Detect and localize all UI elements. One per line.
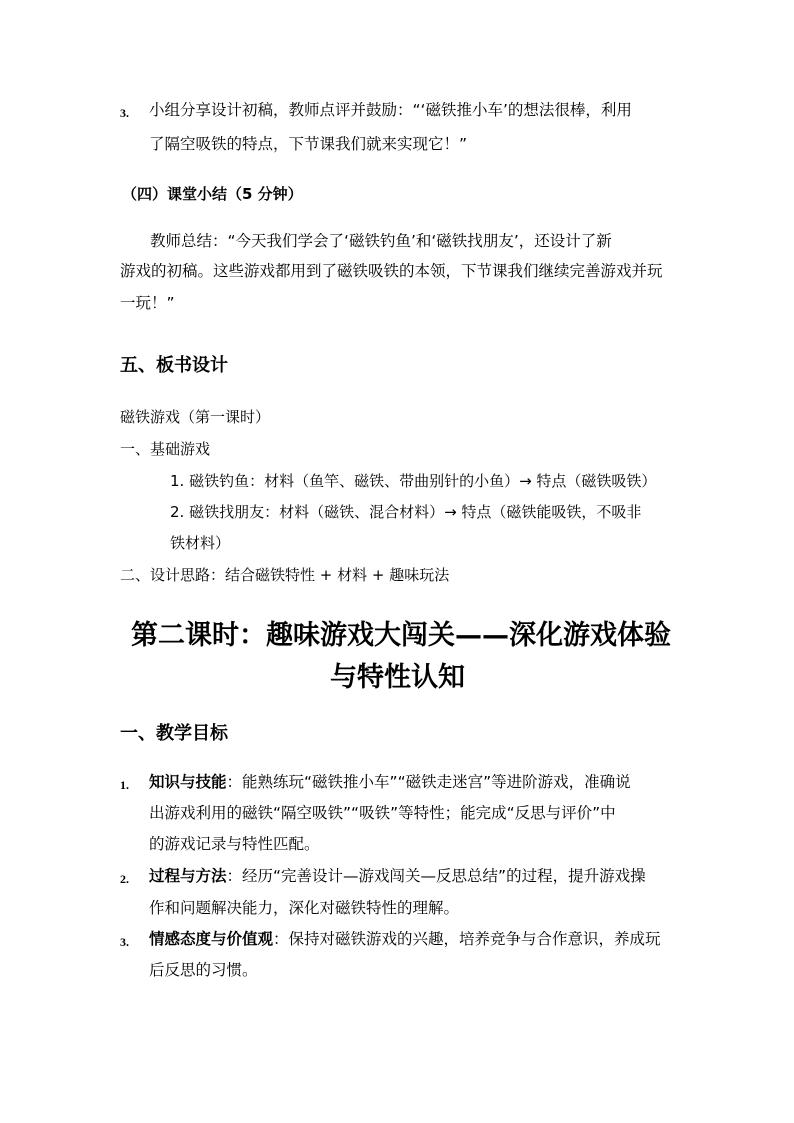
- goal-item-line: 的游戏记录与特性匹配。: [149, 835, 320, 853]
- section-heading: 一、教学目标: [120, 723, 228, 744]
- board-part-heading: 二、设计思路：结合磁铁特性 + 材料 + 趣味玩法: [120, 566, 450, 584]
- goal-item-line: 作和问题解决能力，深化对磁铁特性的理解。: [149, 899, 460, 917]
- lesson-title: 与特性认知: [330, 662, 465, 693]
- board-item: 1. 磁铁钓鱼：材料（鱼竿、磁铁、带曲别针的小鱼）→ 特点（磁铁吸铁）: [170, 472, 657, 490]
- paragraph-line: 一玩！”: [120, 294, 175, 312]
- goal-text: ：保持对磁铁游戏的兴趣，培养竞争与合作意识，养成玩: [273, 930, 661, 948]
- board-title: 磁铁游戏（第一课时）: [120, 408, 271, 426]
- lesson-title: 第二课时：趣味游戏大闯关——深化游戏体验: [131, 620, 671, 651]
- list-number: 3.: [120, 935, 129, 949]
- list-item-text: 小组分享设计初稿，教师点评并鼓励：“‘磁铁推小车’的想法很棒，利用: [149, 101, 632, 119]
- list-number: 3.: [120, 106, 129, 120]
- goal-text: ：经历“完善设计—游戏闯关—反思总结”的过程，提升游戏操: [226, 867, 646, 885]
- board-part-heading: 一、基础游戏: [120, 440, 211, 458]
- board-item: 铁材料）: [170, 534, 231, 552]
- goal-item-line: [149, 932, 661, 948]
- list-number: 1.: [120, 778, 129, 792]
- paragraph-line: 教师总结：“今天我们学会了‘磁铁钓鱼’和‘磁铁找朋友’，还设计了新: [150, 232, 612, 250]
- goal-label: 过程与方法: [149, 867, 227, 885]
- goal-item-line: 出游戏利用的磁铁“隔空吸铁”“吸铁”等特性；能完成“反思与评价”中: [149, 804, 616, 822]
- goal-text: ：能熟练玩“磁铁推小车”“磁铁走迷宫”等进阶游戏，准确说: [226, 773, 631, 791]
- list-item-text: 了隔空吸铁的特点，下节课我们就来实现它！”: [149, 135, 468, 153]
- goal-item-line: 后反思的习惯。: [149, 961, 258, 979]
- goal-label: 情感态度与价值观: [149, 930, 274, 948]
- section-heading: 五、板书设计: [120, 355, 228, 376]
- subsection-heading: （四）课堂小结（5 分钟）: [122, 185, 303, 203]
- goal-label: 知识与技能: [149, 773, 227, 791]
- goal-item-line: [149, 869, 646, 885]
- list-number: 2.: [120, 872, 129, 886]
- goal-item-line: [149, 775, 631, 791]
- paragraph-line: 游戏的初稿。这些游戏都用到了磁铁吸铁的本领，下节课我们继续完善游戏并玩: [120, 262, 663, 280]
- board-item: 2. 磁铁找朋友：材料（磁铁、混合材料）→ 特点（磁铁能吸铁，不吸非: [170, 503, 642, 521]
